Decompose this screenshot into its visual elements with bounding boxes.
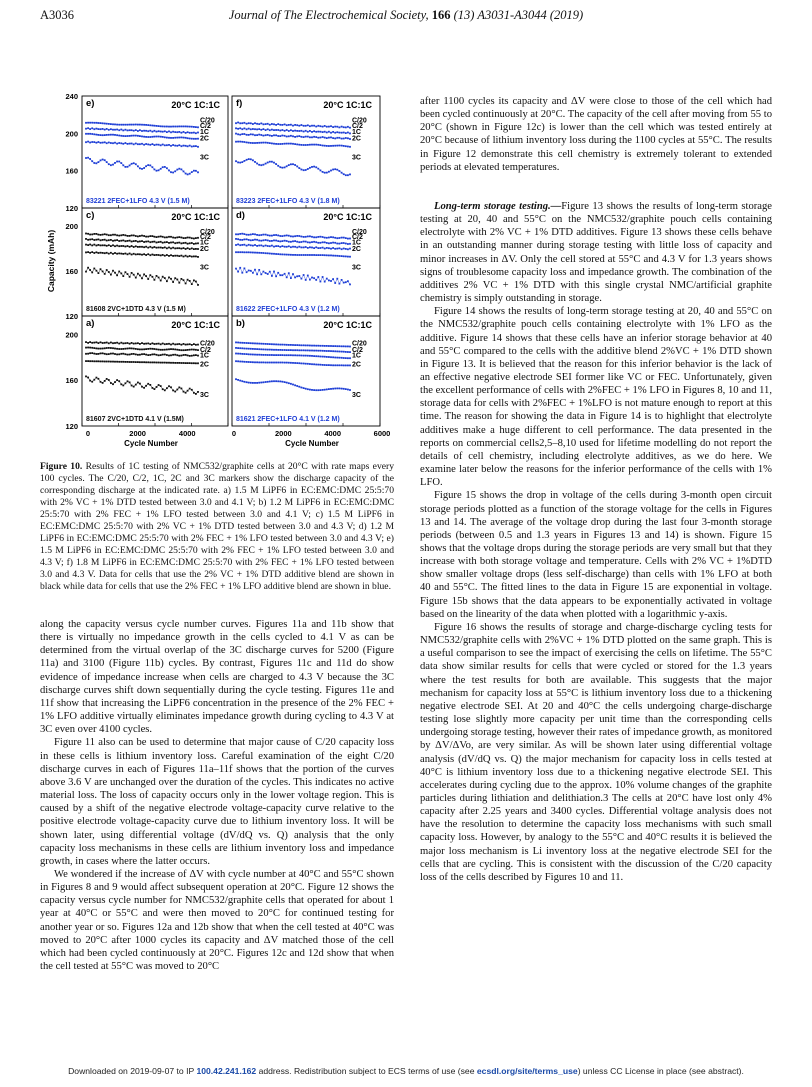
panel-frame [82,316,228,426]
series-line [86,123,198,128]
x-tick-label: 4000 [178,429,196,438]
y-tick-label: 200 [65,222,78,231]
y-axis-label: Capacity (mAh) [46,229,56,293]
series-line [86,268,198,285]
y-tick-label: 160 [65,267,78,276]
rate-label: C/20 [352,117,367,125]
rate-label: C/2 [200,347,211,355]
footer-text: address. Redistribution subject to ECS terms of use (see [256,1066,477,1076]
footer-ip-link[interactable]: 100.42.241.162 [196,1066,257,1076]
rate-label: 3C [200,154,209,162]
y-tick-label: 120 [65,422,78,431]
y-tick-label: 120 [65,204,78,213]
cell-description: 81622 2FEC+1LFO 4.3 V (1.2 M) [236,306,340,313]
rate-label: 3C [352,392,361,400]
x-tick-label: 4000 [324,429,342,438]
paragraph: after 1100 cycles its capacity and ΔV were close to those of the cell which had been cycled continuously at 20°C. The capacity of the cell after moving from 55 to 20°C (shown in Figure 12c) is lower than the cell which was tested entirely at 20°C because of lithium inventory loss during the 1100 cycles at 55°C. The results in Figure 12 demonstrate this cell chemistry is extremely tolerant to extended periods at elevated temperatures. [420,96,772,173]
rate-label: C/2 [352,234,363,242]
x-tick-label: 0 [231,429,237,438]
rate-label: 1C [352,352,361,360]
rate-label: 1C [200,128,209,136]
paragraph: Figure 11 also can be used to determine that major cause of C/20 capacity loss in these cells is lithium inventory loss. Careful examination of the eight C/20 discharge curves in each of Figures 11a–11f shows that the portion of the curves above 3.6 V are unchanged over the duration of the cycles. This indicates no active material loss. The loss of capacity occurs only in the lower voltage region. This is caused by a shift of the negative electrode voltage-capacity curve relative to the positive electrode voltage-capacity curve due to lithium inventory loss. It will be shown later, using differential voltage (dV/dQ vs. Q) analysis that the only capacity loss mechanisms in these cells are lithium inventory loss and impedance growth, in cases where the latter occurs. [40,737,394,867]
panel-letter: c) [86,210,95,221]
panel-letter: d) [236,210,245,221]
left-column-text [40,618,394,973]
rate-label: 2C [200,246,209,254]
panel-frame [232,208,380,316]
rate-label: C/2 [200,123,211,131]
panel-condition: 20°C 1C:1C [323,212,372,222]
rate-label: 2C [352,361,361,369]
panel-frame [232,316,380,426]
rate-label: 1C [200,352,209,360]
rate-label: 2C [352,135,361,143]
panel-frame [82,208,228,316]
page-number: A3036 [40,8,75,22]
y-tick-label: 200 [65,129,78,139]
cell-description: 81607 2VC+1DTD 4.1 V (1.5M) [86,416,184,423]
series-line [236,159,350,175]
panel-condition: 20°C 1C:1C [323,320,372,330]
rate-label: 1C [200,239,209,247]
cell-description: 83223 2FEC+1LFO 4.3 V (1.8 M) [236,198,340,205]
rate-label: 2C [200,361,209,369]
panel-condition: 20°C 1C:1C [323,100,372,110]
panel-letter: e) [86,98,95,109]
panel-letter: a) [86,318,95,329]
panel-frame [232,96,380,208]
footer-text: Downloaded on 2019-09-07 to IP [68,1066,197,1076]
running-header [40,8,772,24]
panel-condition: 20°C 1C:1C [171,320,220,330]
rate-label: C/2 [352,123,363,131]
series-line [236,134,350,139]
rate-label: C/2 [352,347,363,355]
paragraph: We wondered if the increase of ΔV with cycle number at 40°C and 55°C shown in Figures 8 and 9 would affect subsequent operation at 20°C. Figure 12 shows the capacity versus cycle number for NMC532/graphite cells that operated for about 1 year at 40°C or 55°C and were then moved to 20°C for continued testing for another year or so. Figures 12a and 12b show that when the cell tested at 40°C was moved to 20°C after 1000 cycles its capacity and ΔV matched those of the cell which had been cycled continuously at 20°C. Figures 12c and 12d show that when the cell tested at 55°C was moved to 20°C [40,868,394,973]
paragraph: Figure 14 shows the results of long-term storage testing at 20, 40 and 55°C on the NMC532/graphite pouch cells containing electrolyte with 1% LFO as the additive. Figure 14 shows that these cells have an inferior storage behavior at 40 and 55°C compared to the cells with the additive blend 2%VC + 1% DTD shown in Figure 13. It is believed that the reason for this inferior behavior is the lack of an effective negative electrode SEI former like VC or FEC. Unfortunately, given the excellent performance of cells with 2%FEC + 1% LFO in Figures 8, 10 and 11, storage data for cells with 2%FEC + 1%LFO is not mature enough to report at this time. The reason for showing the data in Figure 14 is to highlight that electrolyte additives make a huge different to cell performance. The data presented in the reports on commercial cells2,5–8,10 used for lifetime modelling do not report the details of cell chemistry, including electrolyte additives, as we do here. We examine later below the reasons for the inferior performance of the cells with 1% LFO. [420,306,772,489]
paragraph: Figure 15 shows the drop in voltage of the cells during 3-month open circuit storage periods plotted as a function of the storage voltage for the cells in Figures 13 and 14. The average of the voltage drop during the last four 3-month storage periods (between 0.5 and 1.3 years in Figures 13 and 14) is shown. Figure 15 shows that the voltage drops during the storage periods are very small but that they increase with both storage voltage and temperature. Cells with 2% VC + 1%DTD show smaller voltage drops (less self-discharge) than cells with 1% LFO at both 40 and 55°C. The fitted lines to the data in Figure 15 are exponential in voltage. Figure 15b shows that the data appears to be exponentially activated in voltage based on the linearity of the data when plotted with a logarithmic y-axis. [420,490,772,620]
caption-label: Figure 10. [40,461,83,472]
rate-label: 2C [200,135,209,143]
rate-label: 3C [352,154,361,162]
figure-caption [40,461,394,593]
rate-label: C/20 [352,340,367,348]
journal-name: Journal of The Electrochemical Society [228,8,426,22]
rate-label: 3C [352,264,361,272]
x-axis-label: Cycle Number [124,439,178,448]
journal-issue: (13) A3031-A3044 (2019) [453,8,584,22]
x-tick-label: 6000 [373,429,391,438]
right-column-text [420,95,772,884]
panel-letter: f) [236,98,243,109]
series-line [86,376,198,394]
cell-description: 81608 2VC+1DTD 4.3 V (1.5 M) [86,306,186,313]
x-tick-label: 2000 [274,429,292,438]
y-tick-label: 240 [65,92,78,101]
paragraph: Figure 13 shows the results of long-term storage testing at 20, 40 and 55°C on the NMC532/graphite pouch cells containing electrolyte with 2% VC + 1% DTD additives. Figure 13 shows these cells behave in an outstanding manner during storage testing with little loss of capacity and minor increases in ΔV. Only the cell stored at 55°C and 4.3 V for 1.3 years shows signs of troublesome capacity loss and impedance growth. The combination of the additives 2% VC + 1% DTD with this single crystal NMC/artificial graphite chemistry is simply outstanding in storage. [420,200,773,305]
journal-volume: 166 [431,8,451,22]
cell-description: 81621 2FEC+1LFO 4.1 V (1.2 M) [236,416,340,423]
paragraph: Figure 16 shows the results of storage and charge-discharge cycling tests for NMC532/graphite cells with 2%VC + 1% DTD plotted on the same graph. This is a useful comparison to see the impact of exercising the cells on lifetime. The 55°C data show similar results for cells that were cycled or stored for the 1.3 years where the test results for both are available. This suggests that the major mechanism for capacity loss at 55°C is lithium inventory loss due to a thickening negative electrode SEI. At 20 and 40°C the cells undergoing charge-discharge testing lose slightly more capacity per unit time than the corresponding cells undergoing storage testing, however their rates of impedance growth, as monitored by ΔV/ΔVo, are very similar. As will be shown later using differential voltage analysis (dV/dQ vs. Q) the major mechanism for capacity loss in cells tested at 40°C is lithium inventory loss due to a thickening negative electrode SEI. This accelerates during cycling due to the approx. 10% volume changes of the graphite particles during lithiation and delithiation.3 The cells at 20°C have lost only 4% capacity after 2.25 years and 3400 cycles. Differential voltage analysis does not have the resolution to determine the capacity loss mechanisms with such small capacity loss. However, by analogy to the 55°C and 40°C results it is believed the major loss mechanism is Li inventory loss at the negative electrode SEI for the cells that are cycling. This is consistent with the discussion of the C/20 capacity loss of the cells described by Figures 10 and 11. [420,621,772,883]
panel-condition: 20°C 1C:1C [171,100,220,110]
panel-frame [82,96,228,208]
series-line [86,128,198,133]
series-line [236,379,350,390]
rate-label: C/20 [200,228,215,236]
rate-label: 1C [352,128,361,136]
footer-terms-link[interactable]: ecsdl.org/site/terms_use [476,1066,578,1076]
journal-citation: Journal of The Electrochemical Society, 166 (13) A3031-A3044 (2019) [228,8,584,22]
panel-condition: 20°C 1C:1C [171,212,220,222]
y-tick-label: 200 [65,330,78,340]
rate-label: C/2 [200,234,211,242]
cell-description: 83221 2FEC+1LFO 4.3 V (1.5 M) [86,198,190,205]
rate-label: 2C [352,246,361,254]
caption-text: Results of 1C testing of NMC532/graphite cells at 20°C with rate maps every 100 cycles. The C/20, C/2, 1C, 2C and 3C markers show the discharge capacity of the corresponding discharge at the indicated rate. a) 1.5 M LiPF6 in EC:EMC:DMC 25:5:70 with 2% VC + 1% DTD tested between 3.0 and 4.1 V; b) 1.2 M LiPF6 in EC:EMC:DMC 25:5:70 with 2% FEC + 1% LFO tested between 3.0 and 4.1 V; c) 1.5 M LiPF6 in EC:EMC:DMC 25:5:70 with 2% VC + 1% DTD tested between 3.0 and 4.3 V; d) 1.2 M LiPF6 in EC:EMC:DMC 25:5:70 with 2% FEC + 1% LFO tested between 3.0 and 4.3 V; e) 1.5 M LiPF6 in EC:EMC:DMC 25:5:70 with 2% FEC + 1% LFO tested between 3.0 and 4.3 V; f) 1.8 M LiPF6 in EC:EMC:DMC 25:5:70 with 2% FEC + 1% LFO tested between 3.0 and 4.3 V. Data for cells that use the 2% VC + 1% DTD additive blend are shown in black while data for cells that use the 2% FEC + 1% LFO additive blend are shown in blue. [40,461,394,592]
rate-label: C/20 [200,340,215,348]
panel-letter: b) [236,318,245,329]
series-line [236,268,350,285]
rate-label: 3C [200,264,209,272]
rate-label: C/20 [200,117,215,125]
rate-label: 1C [352,239,361,247]
y-tick-label: 120 [65,312,78,321]
y-tick-label: 160 [65,376,78,386]
footer-text: ) unless CC License in place (see abstract). [577,1066,744,1076]
series-line [86,245,198,250]
rate-label: C/20 [352,228,367,236]
y-tick-label: 160 [65,166,78,176]
paragraph: along the capacity versus cycle number curves. Figures 11a and 11b show that there is virtually no impedance growth in the cells cycled to 4.1 V as can be determined from the virtual overlap of the 3C discharge curves for 5200 (Figure 11a) and 3100 (Figure 11b) cycles. By contrast, Figures 11c and 11d do show evidence of impedance increase when cells are charged to 4.3 V because the 3C discharge curves shift down sequentially during the cycle testing. Figures 11e and 11f show that increasing the LiPF6 concentration in the presence of the 2% FEC + 1% LFO additive virtually eliminates impedance growth during cycling to 4.3 V at 3C even over 4100 cycles. [40,619,394,736]
section-heading: Long-term storage testing.— [434,200,562,212]
rate-label: 3C [200,392,209,400]
x-axis-label: Cycle Number [285,439,339,448]
series-line [86,239,198,244]
x-tick-label: 2000 [129,429,146,438]
download-footer [0,1066,812,1076]
x-tick-label: 0 [85,429,91,438]
figure-10 [40,86,396,448]
